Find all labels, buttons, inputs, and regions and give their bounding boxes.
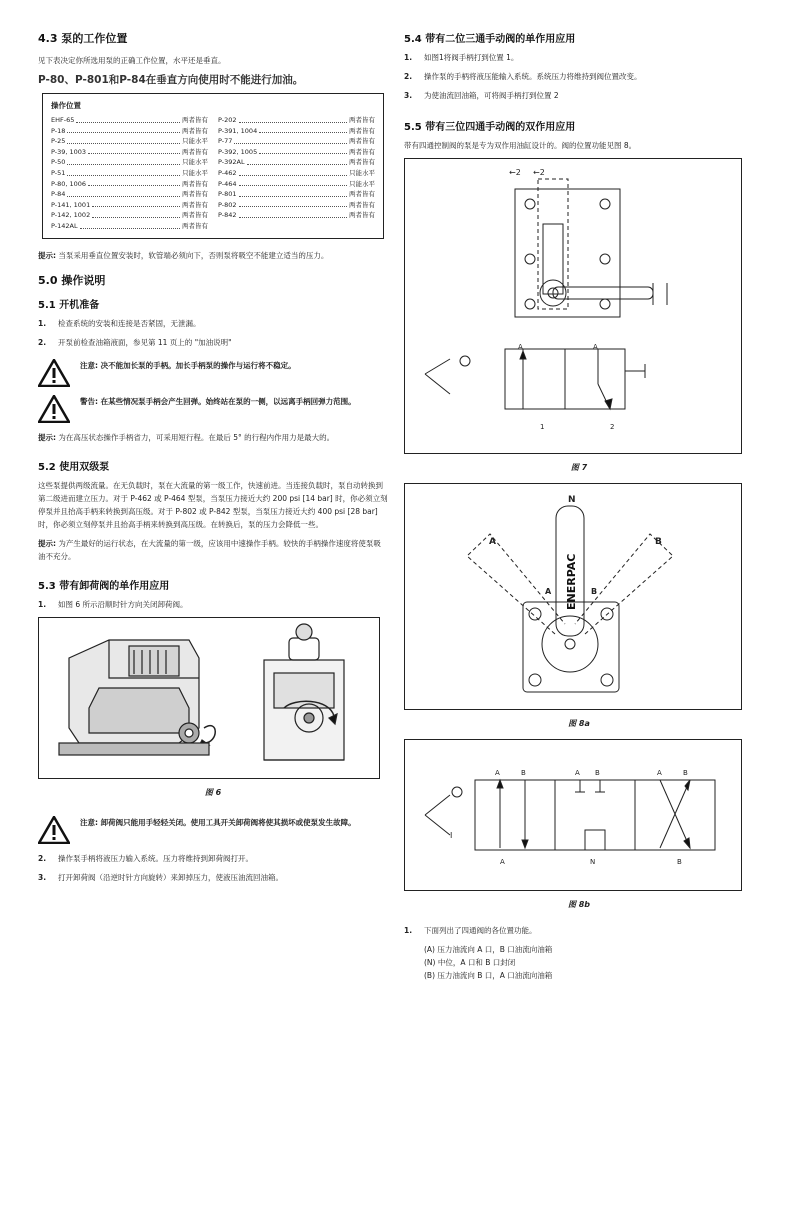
dot-leader	[67, 168, 180, 176]
table-row	[51, 115, 208, 126]
position-value: 两者皆有	[182, 221, 208, 230]
dot-leader	[67, 136, 180, 144]
position-table-title: 操作位置	[51, 101, 81, 110]
figure-7-caption: 图 7	[570, 463, 588, 472]
section-5-3-title: 5.3 带有卸荷阀的单作用应用	[38, 580, 170, 592]
section-5-5-title: 5.5 带有三位四通手动阀的双作用应用	[404, 122, 576, 133]
valve-position-n: (N) 中位，A 口和 B 口封闭	[424, 958, 516, 967]
dot-leader	[239, 115, 347, 123]
model-name: P-464	[218, 179, 237, 188]
fig8b-lever-mark: I	[450, 831, 453, 840]
table-row	[218, 179, 375, 190]
fig7-label-2a: ←2	[509, 168, 521, 177]
table-row	[51, 200, 208, 211]
dot-leader	[67, 126, 180, 134]
dot-leader	[88, 147, 180, 155]
fig8b-top-b1: B	[521, 769, 526, 777]
list-item: 1. 如图 6 所示沿顺时针方向关闭卸荷阀。	[38, 599, 188, 609]
position-value: 两者皆有	[349, 200, 375, 209]
fig8a-brand: ENERPAC	[565, 553, 578, 610]
dot-leader	[259, 126, 347, 134]
list-item: 3. 为使油流回油箱，可将阀手柄打到位置 2	[404, 91, 559, 100]
section-4-3-title: 4.3 泵的工作位置	[38, 32, 128, 45]
figure-8b-drawing	[405, 740, 741, 890]
position-value: 两者皆有	[182, 116, 208, 124]
table-row	[51, 210, 208, 221]
model-name: P-39, 1003	[51, 147, 87, 156]
model-name: P-80, 1006	[51, 179, 87, 188]
model-name: P-462	[218, 168, 237, 177]
tip-vertical: 提示: 当泵采用垂直位置安装时，软管端必须向下，否则泵将吸空不能建立适当的压力。	[38, 250, 329, 260]
position-value: 两者皆有	[182, 190, 208, 199]
list-item: 2. 操作泵手柄将液压力输入系统。压力将维持到卸荷阀打开。	[38, 853, 253, 863]
dot-leader	[239, 200, 347, 208]
position-value: 只能水平	[349, 168, 375, 177]
model-name: P-18	[51, 126, 66, 135]
fig8a-label-b: B	[655, 537, 662, 547]
warning-handle-kickback: 警告: 在某些情况泵手柄会产生回弹。始终站在泵的一侧，以远离手柄回弹力范围。	[38, 395, 388, 423]
caution-release-valve: 注意: 卸荷阀只能用手轻轻关闭。使用工具开关卸荷阀将使其损坏或使泵发生故障。	[38, 816, 388, 844]
position-value: 两者皆有	[349, 126, 375, 135]
figure-8b	[404, 739, 742, 891]
model-name: EHF-65	[51, 116, 75, 124]
model-name: P-142AL	[51, 221, 78, 230]
position-value: 只能水平	[182, 158, 208, 167]
figure-6	[38, 617, 380, 779]
table-row	[51, 168, 208, 179]
fig8a-inner-b: B	[591, 587, 598, 596]
list-item: 1. 下面列出了四通阀的各位置功能。	[404, 926, 537, 935]
table-row	[218, 147, 375, 158]
fig8b-bottom-a: A	[500, 858, 505, 866]
table-row	[218, 115, 375, 126]
dot-leader	[239, 210, 347, 218]
table-row	[51, 221, 208, 232]
table-row	[51, 179, 208, 190]
tip-two-stage: 提示: 为产生最好的运行状态，在大流量的第一级，应该用中速操作手柄。较快的手柄操作速度将使泵吸油不充分。	[38, 538, 381, 561]
model-name: P-842	[218, 211, 237, 220]
table-row	[218, 157, 375, 168]
table-row	[218, 200, 375, 211]
fig7-port-a1: A	[518, 343, 523, 351]
table-row	[51, 126, 208, 137]
list-item: 1. 检查系统的安装和连接是否紧固，无泄漏。	[38, 318, 201, 328]
dot-leader	[247, 157, 347, 165]
dot-leader	[239, 179, 347, 187]
fig7-port-2: 2	[610, 423, 615, 431]
fig8b-top-b2: B	[595, 769, 600, 777]
list-item: 2. 开泵前检查油箱液面，参见第 11 页上的 "加油说明"	[38, 337, 232, 347]
caution-extend-handle: 注意: 决不能加长泵的手柄。加长手柄泵的操作与运行将不稳定。	[38, 359, 388, 387]
fig8b-bottom-n: N	[590, 858, 596, 866]
table-row	[51, 157, 208, 168]
model-name: P-50	[51, 158, 66, 167]
dot-leader	[234, 136, 347, 144]
model-name: P-141, 1001	[51, 200, 91, 209]
fig8a-label-n: N	[568, 495, 576, 505]
table-row	[51, 136, 208, 147]
list-item: 1. 如图1将阀手柄打到位置 1。	[404, 53, 519, 62]
position-value: 两者皆有	[349, 190, 375, 199]
model-name: P-142, 1002	[51, 211, 91, 220]
figure-8a-drawing	[405, 484, 741, 709]
model-name: P-84	[51, 190, 66, 199]
model-name: P-51	[51, 168, 66, 177]
figure-7-drawing	[405, 159, 741, 453]
position-table	[42, 93, 384, 239]
fig8a-inner-a: A	[545, 587, 552, 596]
table-row	[218, 168, 375, 179]
section-4-3-emphasis: P-80、P-801和P-84在垂直方向使用时不能进行加油。	[38, 74, 304, 86]
dot-leader	[80, 221, 180, 229]
position-table-right	[218, 115, 375, 232]
warning-triangle-icon	[38, 816, 70, 844]
position-value: 两者皆有	[182, 126, 208, 135]
position-value: 只能水平	[182, 137, 208, 146]
position-value: 两者皆有	[182, 147, 208, 156]
table-row	[218, 126, 375, 137]
figure-7	[404, 158, 742, 454]
section-5-2-title: 5.2 使用双级泵	[38, 461, 110, 473]
table-row	[218, 136, 375, 147]
section-4-3-intro: 见下表决定你所选用泵的正确工作位置，水平还是垂直。	[38, 56, 226, 65]
dot-leader	[92, 200, 180, 208]
model-name: P-801	[218, 190, 237, 199]
position-value: 只能水平	[349, 179, 375, 188]
dot-leader	[76, 115, 180, 123]
dot-leader	[239, 189, 347, 197]
position-value: 两者皆有	[349, 137, 375, 146]
position-table-left	[51, 115, 208, 232]
position-value: 两者皆有	[349, 158, 375, 167]
section-5-1-title: 5.1 开机准备	[38, 299, 100, 311]
section-5-5-text: 带有四通控制阀的泵是专为双作用油缸设计的。阀的位置功能见图 8。	[404, 141, 637, 150]
fig7-port-a2: A	[593, 343, 598, 351]
fig7-label-2b: ←2	[533, 168, 545, 177]
model-name: P-392, 1005	[218, 147, 258, 156]
valve-position-b: (B) 压力油流向 B 口，A 口油流向油箱	[424, 971, 553, 980]
tip-short-stroke: 提示: 为在高压状态操作手柄省力，可采用短行程。在最后 5° 的行程内作用力是最大的。	[38, 432, 335, 442]
position-value: 两者皆有	[349, 211, 375, 220]
list-item: 3. 打开卸荷阀（沿逆时针方向旋转）来卸掉压力，使液压油流回油箱。	[38, 872, 283, 882]
warning-triangle-icon	[38, 395, 70, 423]
left-column	[38, 30, 388, 890]
figure-6-drawing	[39, 618, 379, 778]
dot-leader	[259, 147, 347, 155]
dot-leader	[239, 168, 347, 176]
model-name: P-392AL	[218, 158, 245, 167]
model-name: P-77	[218, 137, 233, 146]
position-value: 两者皆有	[182, 211, 208, 220]
model-name: P-802	[218, 200, 237, 209]
section-5-2-text: 这些泵提供两级流量。在无负载时，泵在大流量的第一级工作，快速前进。当连接负载时，泵自动转换到第二级进而建立压力。对于 P-462 或 P-464 型泵，当泵压力接近大约 200 psi [14 bar] 时，你必须立刻停泵并且抬高手柄来转换到高压级。对于 P-802 或 P-842 型泵，当泵压力接近大约 400 psi [28 bar] 时，你必须立刻停泵并且抬高手柄来转换到高压级。在转换后，泵的压力会降低一些。	[38, 480, 388, 529]
model-name: P-25	[51, 137, 66, 146]
warning-triangle-icon	[38, 359, 70, 387]
figure-8a-caption: 图 8a	[568, 719, 590, 728]
fig8a-label-a: A	[489, 537, 496, 547]
figure-8b-caption: 图 8b	[567, 900, 591, 909]
position-value: 两者皆有	[349, 147, 375, 156]
fig7-port-1: 1	[540, 423, 545, 431]
model-name: P-391, 1004	[218, 126, 258, 135]
fig8b-top-a3: A	[657, 769, 662, 777]
list-item: 2. 操作泵的手柄将液压能输入系统。系统压力将维持到阀位置改变。	[404, 72, 642, 81]
table-row	[218, 189, 375, 200]
dot-leader	[88, 179, 180, 187]
fig8b-top-a1: A	[495, 769, 500, 777]
position-value: 两者皆有	[182, 179, 208, 188]
right-column	[404, 30, 754, 982]
valve-position-a: (A) 压力油流向 A 口，B 口油流向油箱	[424, 945, 553, 954]
figure-6-caption: 图 6	[204, 787, 222, 797]
model-name: P-202	[218, 116, 237, 124]
table-row	[51, 189, 208, 200]
position-value: 只能水平	[182, 168, 208, 177]
dot-leader	[67, 157, 180, 165]
table-row	[51, 147, 208, 158]
position-value: 两者皆有	[349, 116, 375, 124]
fig8b-top-b3: B	[683, 769, 688, 777]
figure-8a	[404, 483, 742, 710]
section-5-0-title: 5.0 操作说明	[38, 273, 106, 287]
fig8b-bottom-b: B	[677, 858, 682, 866]
position-value: 两者皆有	[182, 200, 208, 209]
table-row	[218, 210, 375, 221]
dot-leader	[67, 189, 180, 197]
dot-leader	[92, 210, 180, 218]
section-5-4-title: 5.4 带有二位三通手动阀的单作用应用	[404, 34, 576, 45]
fig8b-top-a2: A	[575, 769, 580, 777]
